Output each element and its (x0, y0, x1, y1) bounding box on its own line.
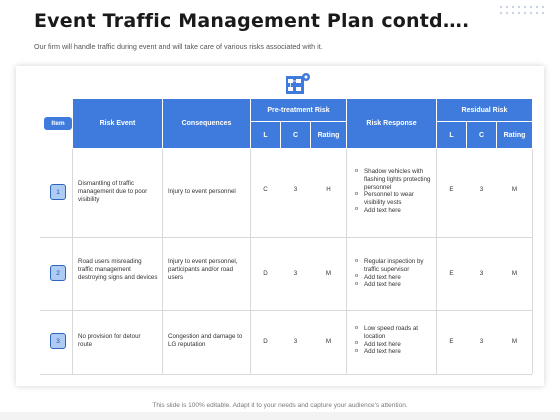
pre-c-header: C (281, 122, 310, 148)
divider (532, 149, 533, 374)
response-item: o Personnel to wear visibility vests (355, 191, 435, 207)
res-rating-cell: M (511, 270, 518, 277)
res-c-cell: 3 (479, 338, 484, 345)
risk-event-cell: No provision for detour route (78, 333, 141, 348)
response-item: o Low speed roads at location (355, 325, 433, 341)
process-chart-icon (285, 72, 311, 96)
risk-response-list (355, 325, 433, 356)
pre-l-cell: D (263, 338, 268, 345)
divider (40, 310, 532, 311)
response-item: o Add text here (355, 274, 433, 282)
page-title: Event Traffic Management Plan contd…. (34, 10, 470, 32)
consequences-cell: Injury to event personnel (168, 188, 236, 195)
pre-l-header: L (251, 122, 280, 148)
divider (40, 374, 532, 375)
row-number-badge: 2 (50, 265, 66, 281)
decorative-dot-grid (498, 4, 548, 18)
row-number-badge: 3 (50, 333, 66, 349)
res-rating-header: Rating (497, 122, 532, 148)
row-number-badge: 1 (50, 184, 66, 200)
residual-header: Residual Risk (437, 99, 532, 121)
consequences-header: Consequences (163, 99, 250, 148)
pre-c-cell: 3 (293, 270, 298, 277)
pre-l-cell: D (263, 270, 268, 277)
pre-rating-cell: H (326, 186, 331, 193)
res-l-cell: E (449, 338, 454, 345)
pre-c-cell: 3 (293, 186, 298, 193)
res-rating-cell: M (511, 338, 518, 345)
response-item: o Shadow vehicles with flashing lights protecting personnel (355, 168, 435, 191)
item-header: Item (44, 117, 72, 130)
res-c-header: C (467, 122, 496, 148)
risk-response-list (355, 168, 435, 215)
pre-rating-cell: M (325, 338, 332, 345)
res-c-cell: 3 (479, 186, 484, 193)
response-item: o Add text here (355, 341, 433, 349)
divider (346, 149, 347, 374)
risk-event-cell: Road users misreading traffic management destroying signs and devices (78, 258, 158, 281)
pre-c-cell: 3 (293, 338, 298, 345)
consequences-cell: Injury to event personnel, participants and/or road users (168, 258, 238, 281)
res-rating-cell: M (511, 186, 518, 193)
pre-rating-header: Rating (311, 122, 346, 148)
risk-event-header: Risk Event (73, 99, 162, 148)
res-c-cell: 3 (479, 270, 484, 277)
divider (72, 149, 73, 374)
pre-treatment-header: Pre-treatment Risk (251, 99, 346, 121)
footer-note: This slide is 100% editable. Adapt it to your needs and capture your audience's attention. (152, 402, 408, 409)
response-item: o Add text here (355, 348, 433, 356)
res-l-cell: E (449, 270, 454, 277)
consequences-cell: Congestion and damage to LG reputation (168, 333, 243, 348)
divider (40, 237, 532, 238)
res-l-cell: E (449, 186, 454, 193)
divider (162, 149, 163, 374)
res-l-header: L (437, 122, 466, 148)
response-item: o Add text here (355, 207, 435, 215)
response-item: o Add text here (355, 281, 433, 289)
risk-response-header: Risk Response (347, 99, 436, 148)
pre-l-cell: C (263, 186, 268, 193)
page-subtitle: Our firm will handle traffic during event and will take care of various risks associated with it. (34, 42, 323, 51)
risk-event-cell: Dismantling of traffic management due to poor visibility (78, 180, 148, 203)
footer-bar (0, 412, 560, 420)
response-item: o Regular inspection by traffic supervisor (355, 258, 433, 274)
pre-rating-cell: M (325, 270, 332, 277)
risk-response-list (355, 258, 433, 289)
